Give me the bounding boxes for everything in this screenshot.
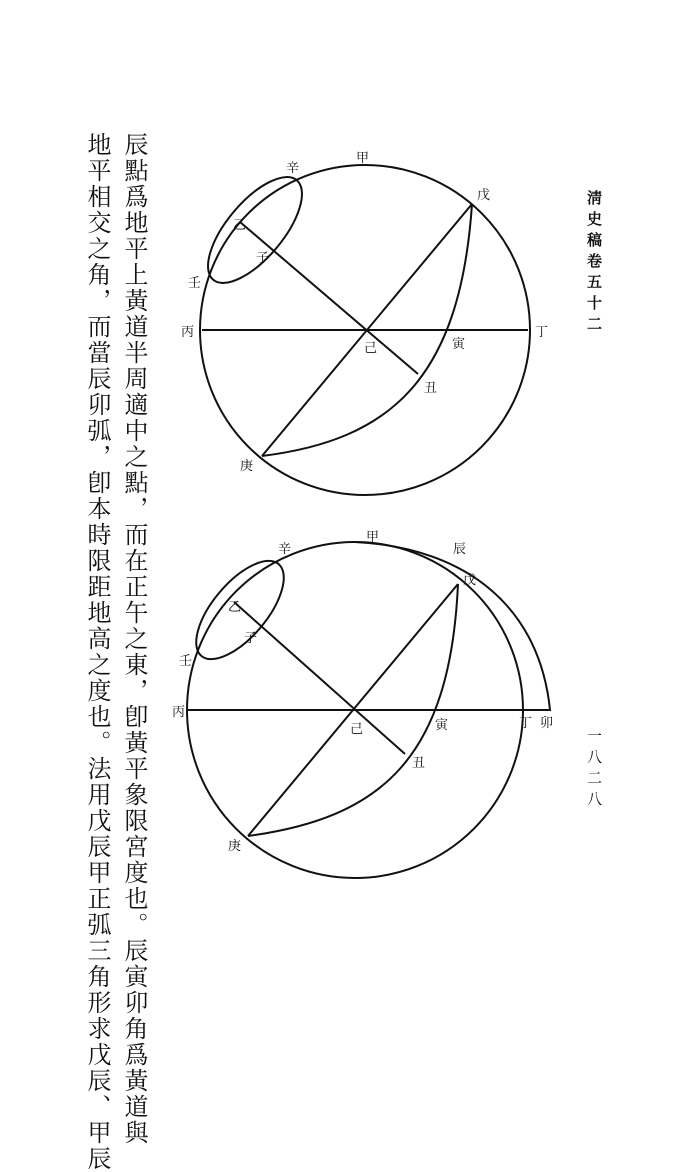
label-zi: 子 — [256, 251, 270, 266]
label-ding-2: 丁 — [519, 716, 533, 731]
label-ding: 丁 — [535, 325, 549, 340]
label-xin-2: 辛 — [278, 542, 292, 557]
page-number: 一八二八 — [585, 728, 603, 812]
text-column-2: 地平相交之角，而當辰卯弧，卽本時限距地高之度也。法用戊辰甲正弧三角形求戊辰、甲辰 — [83, 132, 111, 1172]
label-jia-2: 甲 — [366, 530, 380, 545]
label-geng-2: 庚 — [228, 839, 242, 854]
label-ren: 壬 — [188, 276, 202, 291]
label-zi-2: 子 — [244, 631, 258, 646]
label-geng: 庚 — [240, 459, 254, 474]
label-ji-2: 己 — [350, 722, 364, 737]
label-jia: 甲 — [356, 151, 370, 166]
label-ji: 己 — [364, 341, 378, 356]
text-column-1: 辰點爲地平上黃道半周適中之點，而在正午之東，卽黃平象限宮度也。辰寅卯角爲黃道與 — [120, 132, 148, 1146]
label-chen-2: 辰 — [453, 542, 467, 557]
label-xin: 辛 — [286, 161, 300, 176]
label-wu-2: 戊 — [463, 573, 477, 588]
label-yin: 寅 — [452, 337, 466, 352]
label-bing-2: 丙 — [172, 705, 186, 720]
label-chou: 丑 — [424, 381, 438, 396]
label-ren-2: 壬 — [179, 654, 193, 669]
label-yi: 乙 — [233, 218, 247, 233]
label-bing: 丙 — [181, 325, 195, 340]
running-header: 淸史稿卷五十二 — [585, 190, 603, 337]
label-yi-2: 乙 — [228, 600, 242, 615]
label-mao-2: 卯 — [540, 716, 554, 731]
label-wu: 戊 — [477, 188, 491, 203]
label-yin-2: 寅 — [435, 718, 449, 733]
label-chou-2: 丑 — [412, 756, 426, 771]
